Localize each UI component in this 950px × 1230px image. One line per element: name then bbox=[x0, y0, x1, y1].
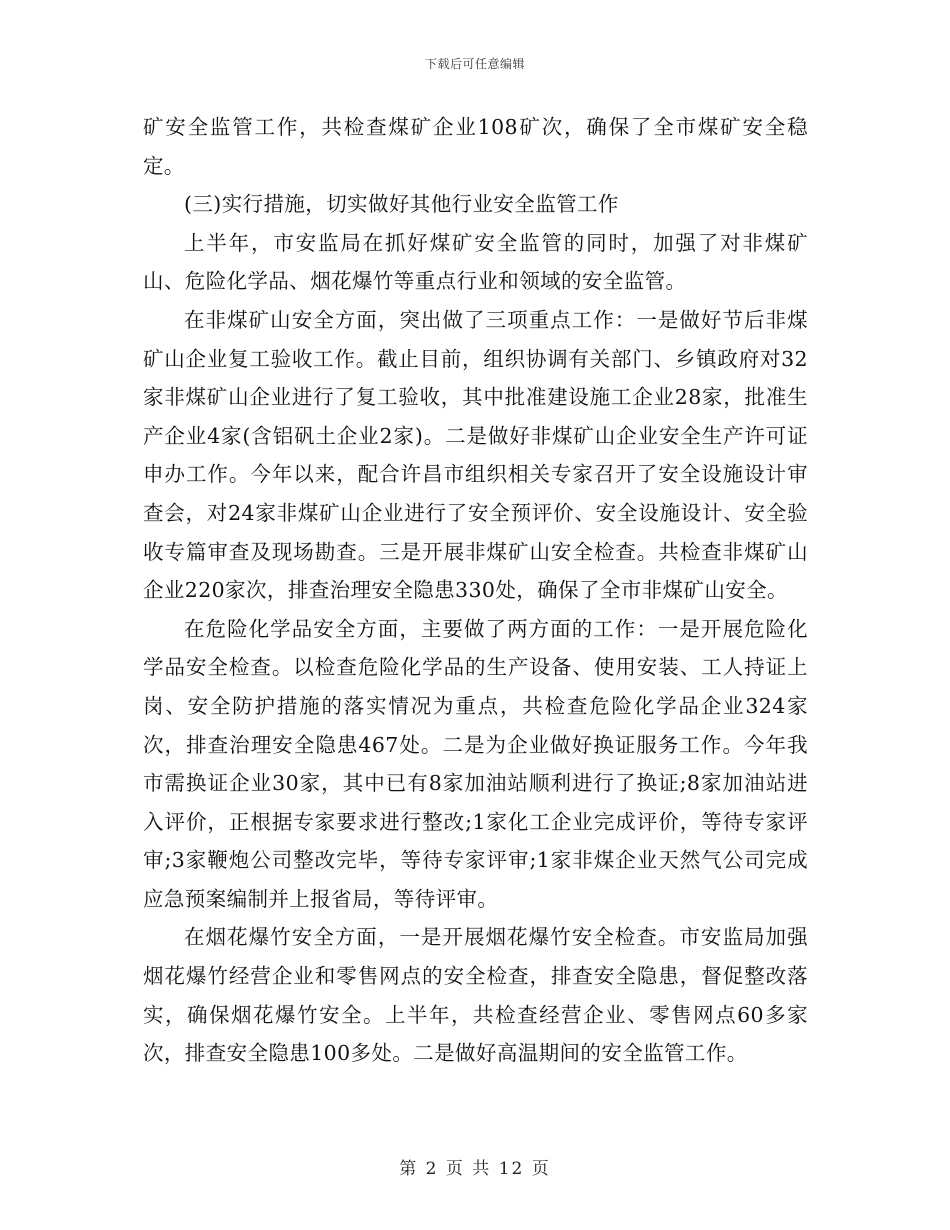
paragraph-intro: 上半年，市安监局在抓好煤矿安全监管的同时，加强了对非煤矿山、危险化学品、烟花爆竹等重点行业和领域的安全监管。 bbox=[143, 230, 808, 294]
page-header: 下载后可任意编辑 bbox=[424, 57, 525, 71]
document-body bbox=[143, 108, 808, 1073]
paragraph-hazardous-chemicals: 在危险化学品安全方面，主要做了两方面的工作：一是开展危险化学品安全检查。以检查危险化学品的生产设备、使用安装、工人持证上岗、安全防护措施的落实情况为重点，共检查危险化学品企业324家次，排查治理安全隐患467处。二是为企业做好换证服务工作。今年我市需换证企业30家，其中已有8家加油站顺利进行了换证;8家加油站进入评价，正根据专家要求进行整改;1家化工企业完成评价，等待专家评审;3家鞭炮公司整改完毕，等待专家评审;1家非煤企业天然气公司完成应急预案编制并上报省局，等待评审。 bbox=[143, 616, 808, 911]
paragraph-non-coal-mines: 在非煤矿山安全方面，突出做了三项重点工作：一是做好节后非煤矿山企业复工验收工作。截止目前，组织协调有关部门、乡镇政府对32家非煤矿山企业进行了复工验收，其中批准建设施工企业28家，批准生产企业4家(含铝矾土企业2家)。二是做好非煤矿山企业安全生产许可证申办工作。今年以来，配合许昌市组织相关专家召开了安全设施设计审查会，对24家非煤矿山企业进行了安全预评价、安全设施设计、安全验收专篇审查及现场勘查。三是开展非煤矿山安全检查。共检查非煤矿山企业220家次，排查治理安全隐患330处，确保了全市非煤矿山安全。 bbox=[143, 307, 808, 603]
page-footer: 第 2 页 共 12 页 bbox=[399, 1159, 551, 1179]
paragraph-fireworks: 在烟花爆竹安全方面，一是开展烟花爆竹安全检查。市安监局加强烟花爆竹经营企业和零售网点的安全检查，排查安全隐患，督促整改落实，确保烟花爆竹安全。上半年，共检查经营企业、零售网点60多家次，排查安全隐患100多处。二是做好高温期间的安全监管工作。 bbox=[143, 925, 808, 1066]
section-heading: (三)实行措施，切实做好其他行业安全监管工作 bbox=[184, 192, 619, 217]
paragraph-continuation: 矿安全监管工作，共检查煤矿企业108矿次，确保了全市煤矿安全稳定。 bbox=[143, 115, 808, 178]
